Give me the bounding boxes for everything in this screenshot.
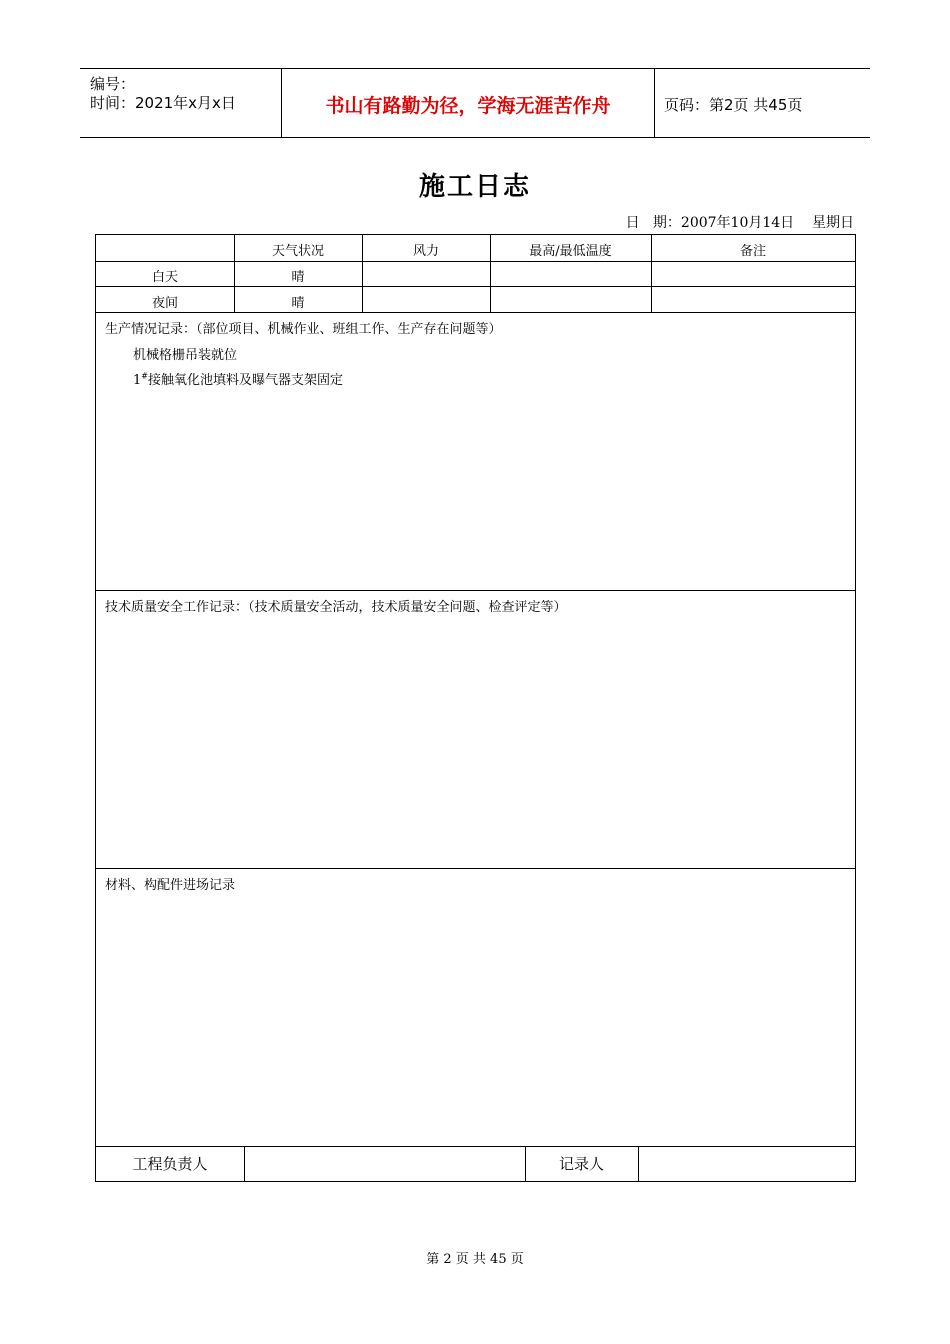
header-wind: 风力 xyxy=(412,244,439,259)
row-divider xyxy=(96,312,855,313)
time-label: 时间：2021年x月x日 xyxy=(90,94,236,112)
page-title: 施工日志 xyxy=(418,172,531,202)
production-entry-text: 接触氧化池填料及曝气器支架固定 xyxy=(147,373,343,388)
section-divider xyxy=(96,868,855,869)
header-remarks: 备注 xyxy=(739,244,766,259)
day-weather-value: 晴 xyxy=(291,270,305,285)
section-divider xyxy=(96,590,855,591)
quality-section-label: 技术质量安全工作记录：（技术质量安全活动，技术质量安全问题、检查评定等） xyxy=(105,600,567,615)
page-footer: 第 2 页 共 45 页 xyxy=(426,1252,524,1267)
col-divider xyxy=(244,1146,245,1182)
motto-text: 书山有路勤为径，学海无涯苦作舟 xyxy=(325,95,611,117)
header-temperature: 最高/最低温度 xyxy=(529,244,612,259)
date-line: 日 期：2007年10月14日 星期日 xyxy=(625,215,854,231)
header-page-cell xyxy=(654,69,870,137)
row-divider xyxy=(96,286,855,287)
number-label: 编号： xyxy=(90,75,136,93)
production-section-label: 生产情况记录：（部位项目、机械作业、班组工作、生产存在问题等） xyxy=(105,322,502,337)
row-day-label: 白天 xyxy=(151,270,178,285)
header-weather: 天气状况 xyxy=(271,244,324,259)
manager-label: 工程负责人 xyxy=(132,1155,208,1173)
log-sheet xyxy=(95,234,856,1182)
header-meta-cell xyxy=(80,69,281,137)
section-divider xyxy=(96,1146,855,1147)
row-divider xyxy=(96,261,855,262)
number-sign: # xyxy=(141,371,148,381)
production-entry: 机械格栅吊装就位 xyxy=(133,348,238,363)
materials-section-label: 材料、构配件进场记录 xyxy=(105,878,236,893)
pool-number: 1 xyxy=(133,373,142,388)
document-header xyxy=(80,68,870,138)
production-entry xyxy=(133,369,343,388)
recorder-label: 记录人 xyxy=(558,1155,604,1173)
page-label: 页码：第2页 共45页 xyxy=(664,96,803,114)
row-night-label: 夜间 xyxy=(151,296,178,311)
night-weather-value: 晴 xyxy=(291,296,305,311)
header-motto-cell xyxy=(281,69,655,137)
col-divider xyxy=(638,1146,639,1182)
